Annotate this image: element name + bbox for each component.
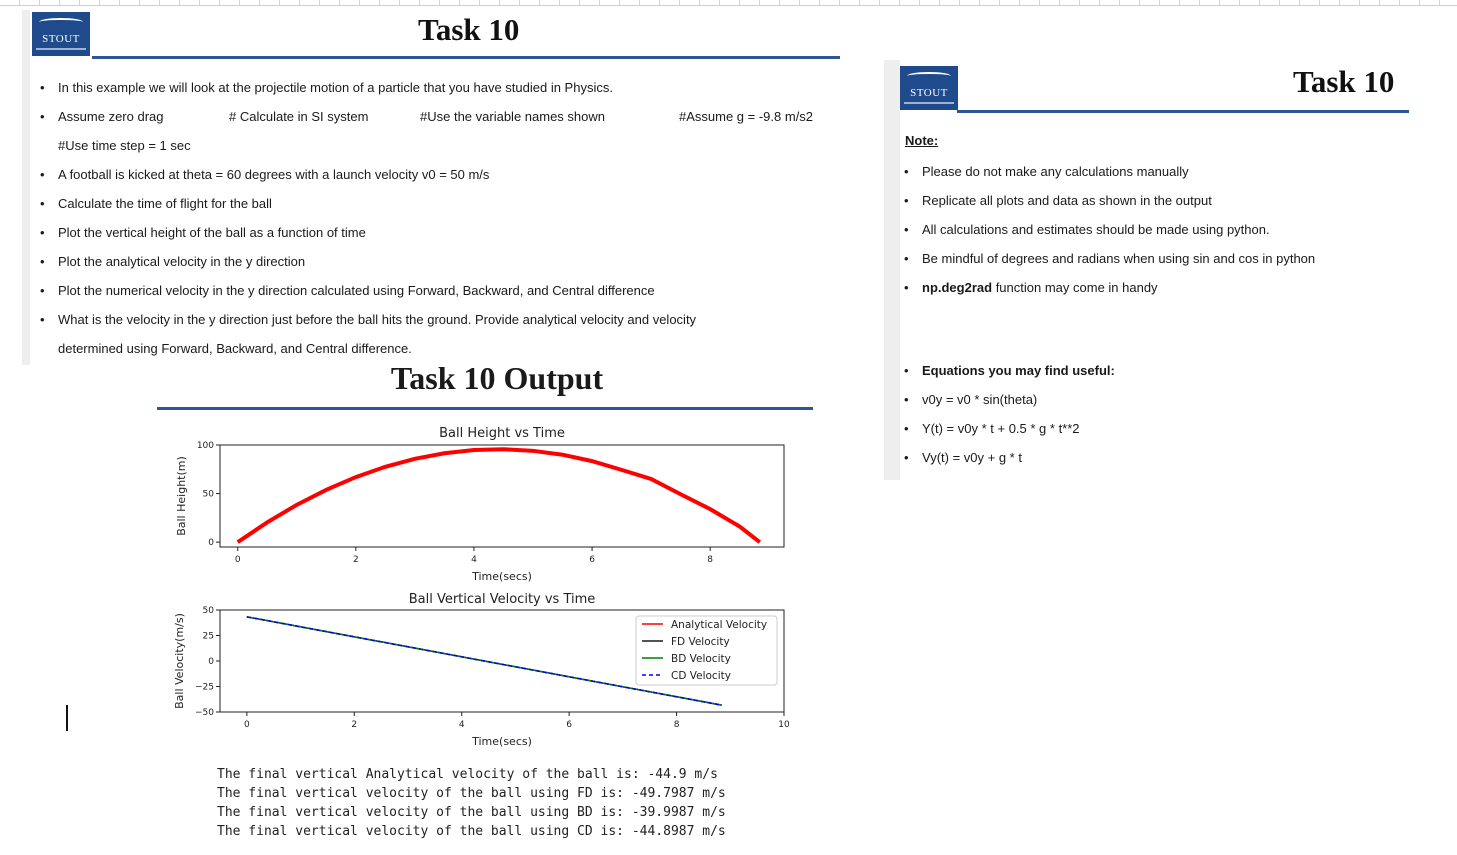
- velocity-xtick-label: 8: [673, 720, 680, 730]
- velocity-xtick-label: 4: [458, 720, 465, 730]
- velocity-xtick-label: 0: [243, 720, 250, 730]
- bullet-launch: • A football is kicked at theta = 60 degrees with a launch velocity v0 = 50 m/s: [40, 167, 490, 182]
- velocity-ytick-label: −50: [195, 708, 214, 718]
- notes-list: [902, 157, 1315, 302]
- console-line-bd: The final vertical velocity of the ball using BD is: -39.9987 m/s: [217, 805, 726, 820]
- right-slide-title: Task 10: [1293, 64, 1395, 99]
- right-slide: [884, 60, 1438, 480]
- title-rule: [92, 56, 840, 59]
- left-slide: [22, 10, 850, 365]
- note-item: • np.deg2rad function may come in handy: [904, 280, 1158, 295]
- height-ytick-label: 50: [202, 489, 214, 500]
- height-xtick-label: 2: [352, 555, 359, 565]
- height-xtick-label: 6: [589, 555, 595, 565]
- bullet-plot-height: • Plot the vertical height of the ball as a function of time: [40, 225, 366, 240]
- output-title: Task 10 Output: [390, 360, 604, 396]
- height-chart: [175, 426, 784, 583]
- legend-label: FD Velocity: [671, 636, 730, 648]
- text-cursor: [66, 705, 68, 731]
- logo-swoosh-icon: [39, 18, 83, 26]
- velocity-ytick-label: 25: [202, 631, 214, 642]
- velocity-ytick-label: −25: [195, 682, 214, 693]
- logo-wordmark: STOUT: [42, 33, 80, 45]
- velocity-ytick-label: 0: [208, 657, 214, 667]
- equation-item: • Vy(t) = v0y + g * t: [904, 450, 1022, 465]
- top-ruler: [0, 0, 1457, 6]
- note-label: Note:: [905, 133, 939, 148]
- note-item: • Be mindful of degrees and radians when using sin and cos in python: [904, 251, 1316, 266]
- velocity-ytick-label: 50: [202, 606, 214, 616]
- height-xtick-label: 8: [707, 555, 714, 565]
- equations-label: • Equations you may find useful:: [904, 363, 1115, 378]
- velocity-xtick-label: 6: [566, 720, 573, 730]
- bullet-plot-numerical: • Plot the numerical velocity in the y direction calculated using Forward, Backward, and Central difference: [40, 283, 655, 298]
- equation-item: • Y(t) = v0y * t + 0.5 * g * t**2: [904, 421, 1080, 436]
- bullet-final-velocity-cont: determined using Forward, Backward, and Central difference.: [58, 341, 412, 356]
- console-line-fd: The final vertical velocity of the ball using FD is: -49.7987 m/s: [217, 786, 726, 801]
- bullet-plot-analytical: • Plot the analytical velocity in the y direction: [40, 254, 306, 269]
- height-chart-ylabel: Ball Height(m): [175, 456, 188, 536]
- console-line-analytical: The final vertical Analytical velocity of the ball is: -44.9 m/s: [217, 767, 718, 782]
- console-output: [217, 765, 726, 841]
- velocity-xtick-label: 10: [778, 720, 790, 730]
- left-slide-title: Task 10: [418, 12, 520, 47]
- bullet-time-of-flight: • Calculate the time of flight for the ball: [40, 196, 272, 211]
- height-ytick-label: 100: [196, 441, 214, 451]
- note-item: • All calculations and estimates should be made using python.: [904, 222, 1270, 237]
- logo-wordmark: STOUT: [910, 87, 948, 99]
- console-line-cd: The final vertical velocity of the ball using CD is: -44.8987 m/s: [217, 824, 726, 839]
- height-ytick-label: 0: [208, 538, 214, 549]
- note-item: • Please do not make any calculations manually: [904, 164, 1189, 179]
- velocity-xtick-label: 2: [351, 720, 358, 730]
- height-plot-area: [220, 445, 784, 547]
- stout-logo: [900, 66, 958, 110]
- bullet-final-velocity: • What is the velocity in the y direction just before the ball hits the ground. Provide analytical velocity and velocity: [40, 312, 697, 327]
- equation-item: • v0y = v0 * sin(theta): [904, 392, 1038, 407]
- bullet-assumptions: • Assume zero drag # Calculate in SI system #Use the variable names shown #Assume g = -9.8 m/s2: [40, 109, 814, 124]
- legend-label: BD Velocity: [671, 653, 731, 665]
- velocity-chart-xlabel: Time(secs): [472, 735, 532, 748]
- velocity-chart: [173, 592, 790, 748]
- task-bullet-list: [38, 73, 813, 363]
- note-item: • Replicate all plots and data as shown in the output: [904, 193, 1212, 208]
- velocity-legend: [636, 616, 777, 685]
- bullet-intro: • In this example we will look at the projectile motion of a particle that you have studied in Physics.: [40, 80, 613, 95]
- legend-label: Analytical Velocity: [671, 619, 768, 631]
- height-xtick-label: 4: [471, 555, 477, 565]
- height-chart-xlabel: Time(secs): [472, 570, 532, 583]
- height-xtick-label: 0: [234, 555, 241, 565]
- output-title-rule: [157, 407, 813, 410]
- legend-label: CD Velocity: [671, 670, 731, 682]
- logo-swoosh-icon: [907, 72, 951, 80]
- time-step-line: #Use time step = 1 sec: [58, 138, 191, 153]
- velocity-chart-title: Ball Vertical Velocity vs Time: [408, 592, 596, 607]
- stout-logo: [32, 12, 90, 56]
- height-chart-title: Ball Height vs Time: [439, 426, 565, 441]
- output-charts: [160, 420, 800, 755]
- velocity-chart-ylabel: Ball Velocity(m/s): [173, 613, 186, 709]
- equations-list: [902, 356, 1115, 472]
- right-title-rule: [957, 110, 1409, 113]
